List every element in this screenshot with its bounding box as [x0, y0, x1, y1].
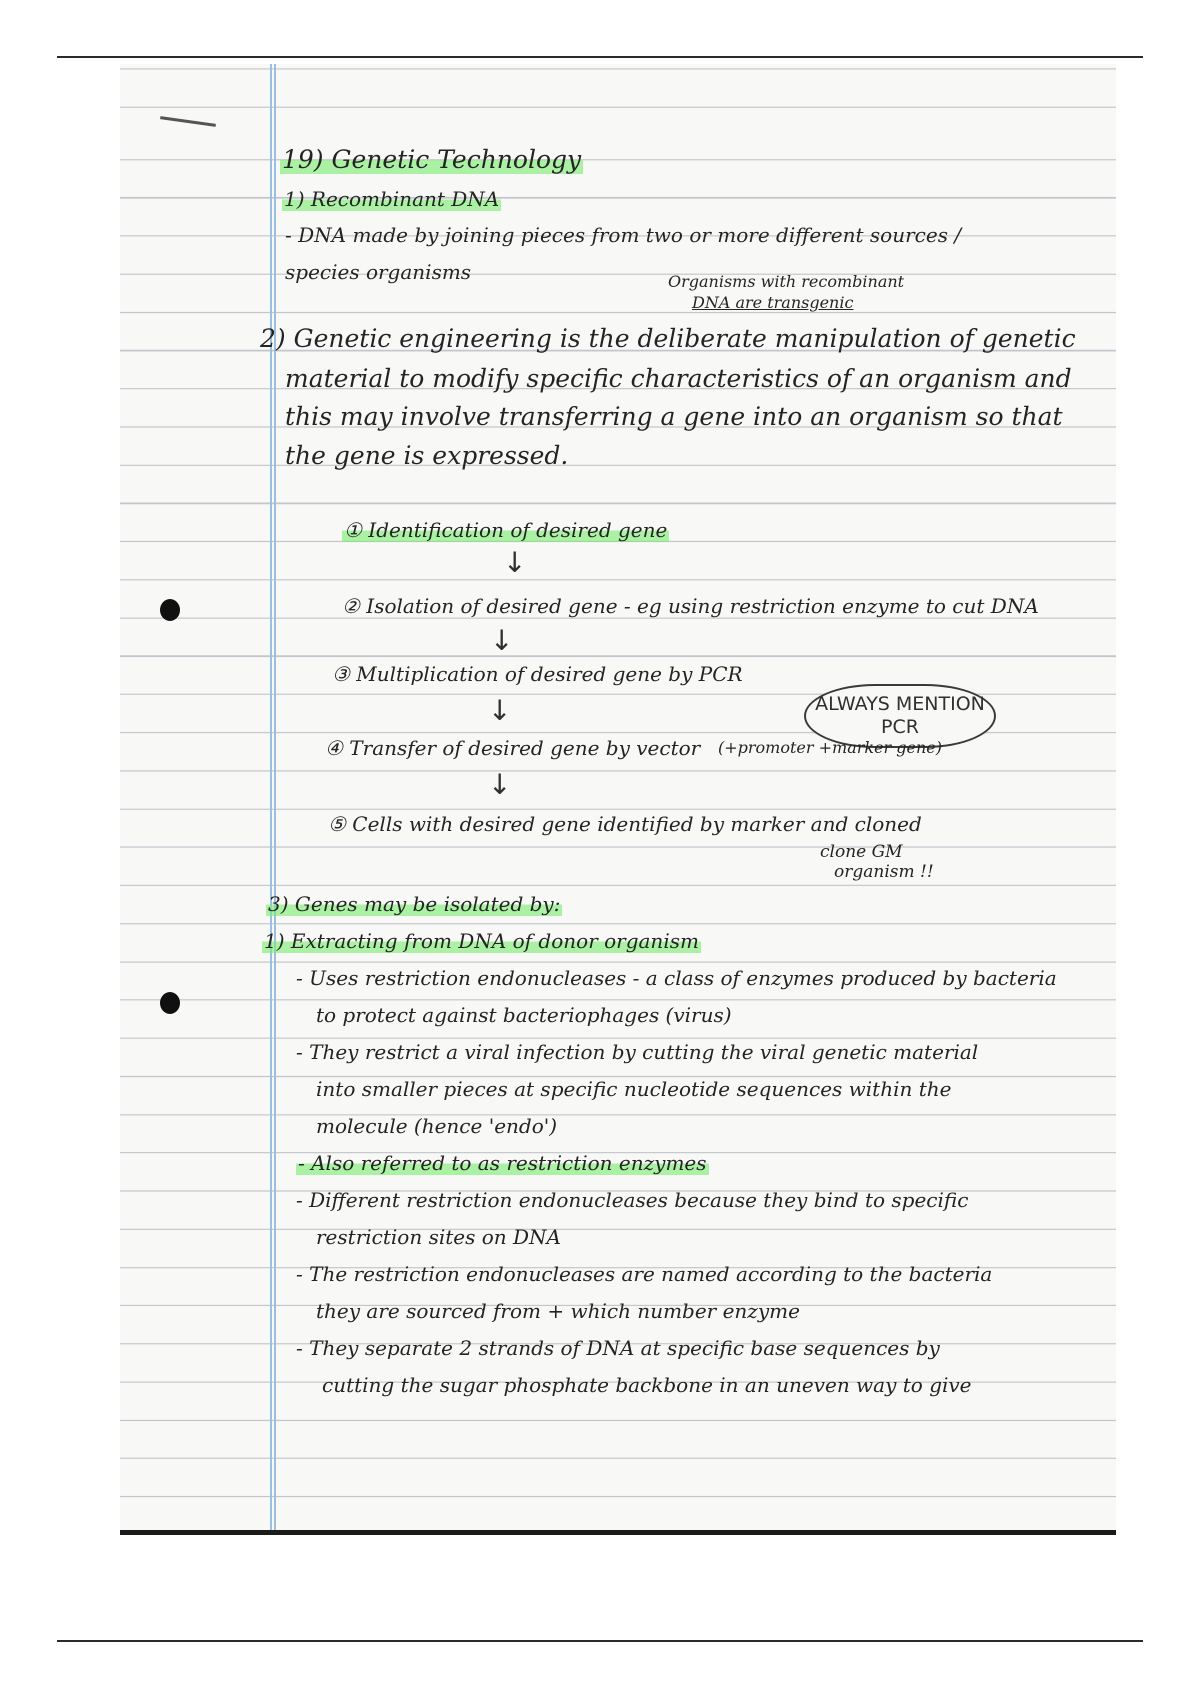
bullet-line: - Also referred to as restriction enzymes: [298, 1151, 707, 1175]
punch-hole: [160, 599, 180, 621]
down-arrow-icon: ↓: [490, 624, 514, 657]
bullet-line: - Uses restriction endonucleases - a class of enzymes produced by bacteria: [296, 966, 1057, 990]
bullet-line: to protect against bacteriophages (virus): [316, 1003, 732, 1027]
down-arrow-icon: ↓: [503, 546, 527, 579]
down-arrow-icon: ↓: [488, 768, 512, 801]
bullet-line: into smaller pieces at specific nucleotide sequences within the: [316, 1077, 952, 1101]
step-transfer-note: (+promoter +marker gene): [718, 738, 942, 757]
section2-line: this may involve transferring a gene into an organism so that: [285, 402, 1063, 431]
section1-line: - DNA made by joining pieces from two or more different sources /: [285, 223, 962, 247]
bullet-line: - They restrict a viral infection by cutting the viral genetic material: [296, 1040, 979, 1064]
transgenic-note: DNA are transgenic: [692, 293, 854, 312]
section1-heading: 1) Recombinant DNA: [284, 187, 500, 211]
section2-line: material to modify specific characteristics of an organism and: [285, 364, 1072, 393]
section3-heading: 3) Genes may be isolated by:: [268, 892, 561, 916]
clone-gm-note: clone GM: [820, 842, 903, 862]
section2-line: 2) Genetic engineering is the deliberate manipulation of genetic: [260, 324, 1076, 353]
bullet-line: they are sourced from + which number enzyme: [316, 1299, 800, 1323]
page-title: 19) Genetic Technology: [282, 145, 582, 174]
punch-hole: [160, 992, 180, 1014]
down-arrow-icon: ↓: [488, 694, 512, 727]
step-identification: ① Identification of desired gene: [344, 518, 668, 542]
bullet-line: - They separate 2 strands of DNA at specific base sequences by: [296, 1336, 940, 1360]
clone-gm-note: organism !!: [834, 862, 934, 882]
margin-line: [274, 64, 276, 1530]
section1-line: species organisms: [285, 260, 472, 284]
margin-line: [270, 64, 272, 1530]
page-bottom-rule: [57, 1640, 1143, 1642]
notebook-page: [120, 64, 1116, 1535]
step-isolation: ② Isolation of desired gene - eg using restriction enzyme to cut DNA: [342, 594, 1039, 618]
section3-subheading: 1) Extracting from DNA of donor organism: [264, 929, 699, 953]
step-multiplication: ③ Multiplication of desired gene by PCR: [332, 662, 743, 686]
corner-mark: [160, 116, 216, 127]
bullet-line: restriction sites on DNA: [316, 1225, 561, 1249]
cloud-text: ALWAYS MENTION: [815, 693, 985, 715]
bullet-line: - Different restriction endonucleases because they bind to specific: [296, 1188, 969, 1212]
step-transfer: ④ Transfer of desired gene by vector: [325, 736, 701, 760]
step-clone: ⑤ Cells with desired gene identified by marker and cloned: [328, 812, 922, 836]
cloud-text: PCR: [881, 716, 919, 738]
page-top-rule: [57, 56, 1143, 58]
bullet-line: molecule (hence 'endo'): [316, 1114, 558, 1138]
transgenic-note: Organisms with recombinant: [668, 272, 905, 291]
section2-line: the gene is expressed.: [285, 441, 569, 470]
bullet-line: - The restriction endonucleases are named according to the bacteria: [296, 1262, 993, 1286]
bullet-line: cutting the sugar phosphate backbone in an uneven way to give: [322, 1373, 972, 1397]
